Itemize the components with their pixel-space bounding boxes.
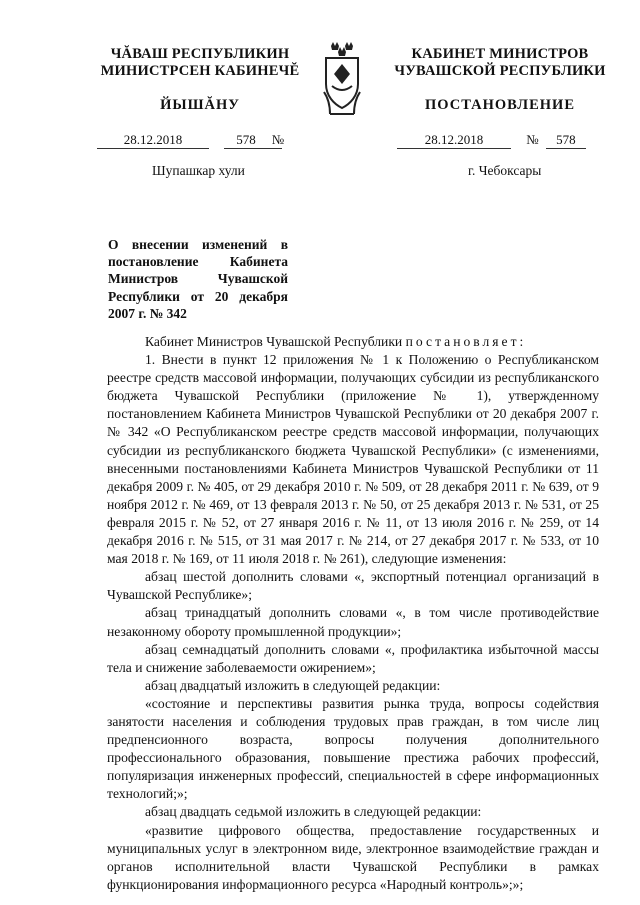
right-city: г. Чебоксары <box>468 163 542 178</box>
left-date: 28.12.2018 <box>97 132 209 149</box>
left-number-sign: № <box>271 132 285 147</box>
header-left-authority <box>90 46 310 80</box>
preamble <box>107 333 599 351</box>
preamble-verb: постановляет: <box>405 334 527 349</box>
header-right-line-2: ЧУВАШСКОЙ РЕСПУБЛИКИ <box>394 63 606 79</box>
document-subject: О внесении изменений в постановление Кабинета Министров Чувашской Республики от 20 декабря 2007 г. № 342 <box>108 237 288 321</box>
header-right-line-1: КАБИНЕТ МИНИСТРОВ <box>411 46 589 62</box>
left-date-number-line <box>97 132 285 148</box>
header-left-doc-type: ЙЫШĂНУ <box>160 97 240 113</box>
preamble-prefix: Кабинет Министров Чувашской Республики <box>145 334 403 349</box>
right-number: 578 <box>546 132 586 149</box>
document-body <box>107 333 599 894</box>
left-number-field <box>224 132 285 149</box>
paragraph-2: абзац шестой дополнить словами «, экспортный потенциал организаций в Чувашской Республике»; <box>107 569 599 603</box>
paragraph-1: 1. Внести в пункт 12 приложения № 1 к Положению о Республиканском реестре средств массовой информации, получающих субсидии из республиканского бюджета Чувашской Республики (приложение № 1), утвержденному постановлением Кабинета Министров Чувашской Республики от 20 декабря 2007 г. № 342 «О Республиканском реестре средств массовой информации, получающих субсидии из республиканского бюджета Чувашской Республики» (с изменениями, внесенными постановлениями Кабинета Министров Чувашской Республики от 11 декабря 2009 г. № 405, от 29 декабря 2010 г. № 509, от 28 декабря 2011 г. № 639, от 9 ноября 2012 г. № 469, от 13 февраля 2013 г. № 50, от 25 декабря 2013 г. № 531, от 25 февраля 2015 г. № 52, от 27 января 2016 г. № 11, от 13 июля 2016 г. № 259, от 14 декабря 2016 г. № 515, от 31 мая 2017 г. № 214, от 27 декабря 2017 г. № 533, от 10 мая 2018 г. № 169, от 11 июля 2018 г. № 261), следующие изменения: <box>107 352 599 567</box>
paragraph-3: абзац тринадцатый дополнить словами «, в том числе противодействие незаконному обороту промышленной продукции»; <box>107 605 599 639</box>
paragraph-6: «состояние и перспективы развития рынка труда, вопросы содействия занятости населения и соблюдения трудовых прав граждан, в том числе лиц предпенсионного возраста, вопросы получения дополнительного профессионального образования, повышение престижа рабочих профессий, популяризация инженерных профессий, специальностей в сфере информационных технологий;»; <box>107 695 599 802</box>
right-number-sign: № <box>526 132 539 147</box>
coat-of-arms-emblem <box>318 40 366 120</box>
left-city: Шупашкар хули <box>152 163 245 178</box>
right-date-number-line <box>397 132 586 148</box>
header-right-doc-type: ПОСТАНОВЛЕНИЕ <box>424 97 575 113</box>
paragraph-4: абзац семнадцатый дополнить словами «, профилактика избыточной массы тела и снижение заболеваемости ожирением»; <box>107 641 599 675</box>
header-left-line-2: МИНИСТРСЕН КАБИНЕЧĔ <box>100 63 300 79</box>
paragraph-8: «развитие цифрового общества, предоставление государственных и муниципальных услуг в электронном виде, электронное взаимодействие граждан и органов исполнительной власти Чувашской Республики в рамках функционирования информационного ресурса «Народный контроль»;»; <box>107 822 599 892</box>
paragraph-7: абзац двадцать седьмой изложить в следующей редакции: <box>145 804 482 820</box>
right-date: 28.12.2018 <box>397 132 511 149</box>
header-right-authority <box>385 46 615 80</box>
header-left-line-1: ЧĂВАШ РЕСПУБЛИКИН <box>110 46 290 62</box>
paragraph-5: абзац двадцатый изложить в следующей редакции: <box>145 677 441 693</box>
left-number: 578 <box>236 132 256 147</box>
